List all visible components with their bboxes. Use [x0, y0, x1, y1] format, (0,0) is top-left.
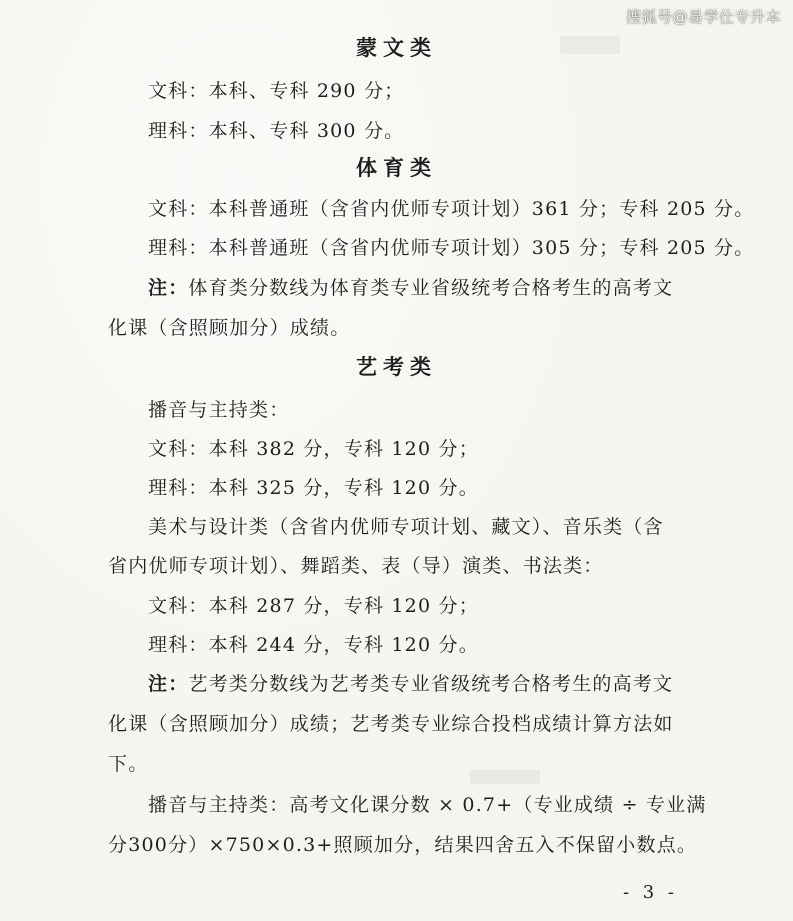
- scan-artifact: [470, 770, 540, 784]
- design-title-line-2: 省内优师专项计划）、舞蹈类、表（导）演类、书法类：: [108, 555, 604, 577]
- sports-note-text-1: 体育类分数线为体育类专业省级统考合格考生的高考文: [188, 277, 674, 299]
- sports-science-line: 理科：本科普通班（含省内优师专项计划）305 分；专科 205 分。: [148, 237, 755, 259]
- design-science-line: 理科：本科 244 分，专科 120 分。: [148, 634, 479, 656]
- mongolian-arts-line: 文科：本科、专科 290 分；: [148, 80, 405, 102]
- formula-line-1: 播音与主持类：高考文化课分数 × 0.7+（专业成绩 ÷ 专业满: [148, 794, 707, 816]
- note-label: 注：: [148, 277, 189, 299]
- sports-note-line-2: 化课（含照顾加分）成绩。: [108, 317, 351, 339]
- arts-note-line-3: 下。: [108, 753, 149, 775]
- heading-arts: 艺考类: [356, 355, 437, 379]
- formula-line-2: 分300分）×750×0.3+照顾加分，结果四舍五入不保留小数点。: [108, 834, 698, 856]
- design-title-line-1: 美术与设计类（含省内优师专项计划、藏文）、音乐类（含: [148, 516, 664, 538]
- broadcast-science-line: 理科：本科 325 分，专科 120 分。: [148, 477, 479, 499]
- design-arts-line: 文科：本科 287 分，专科 120 分；: [148, 595, 479, 617]
- page-number: - 3 -: [622, 882, 678, 903]
- arts-note-text-1: 艺考类分数线为艺考类专业省级统考合格考生的高考文: [188, 673, 674, 695]
- mongolian-science-line: 理科：本科、专科 300 分。: [148, 120, 405, 142]
- arts-note-line-2: 化课（含照顾加分）成绩；艺考类专业综合投档成绩计算方法如: [108, 713, 674, 735]
- sports-note-line-1: [148, 273, 673, 300]
- broadcast-title: 播音与主持类：: [148, 399, 290, 421]
- arts-note-line-1: [148, 669, 673, 696]
- broadcast-arts-line: 文科：本科 382 分，专科 120 分；: [148, 438, 479, 460]
- watermark: 搜狐号@易学仕专升本: [625, 8, 781, 26]
- heading-sports: 体育类: [356, 156, 437, 180]
- note-label: 注：: [148, 673, 189, 695]
- heading-mongolian: 蒙文类: [356, 36, 437, 60]
- sports-arts-line: 文科：本科普通班（含省内优师专项计划）361 分；专科 205 分。: [148, 198, 755, 220]
